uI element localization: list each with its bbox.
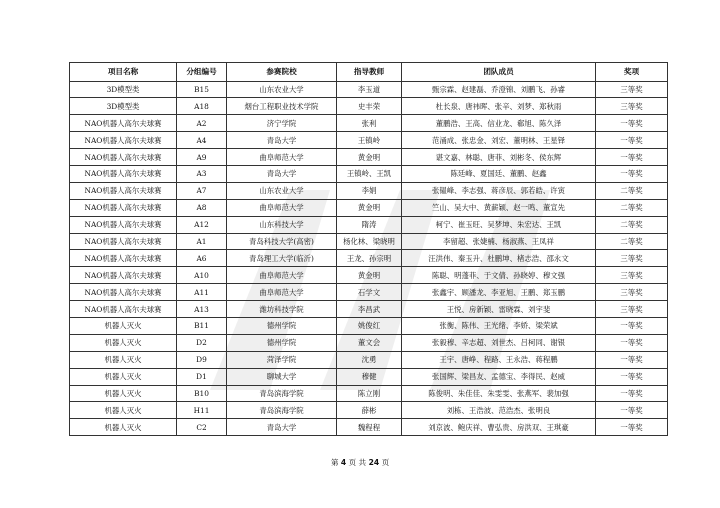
award-cell: 一等奖 bbox=[596, 419, 668, 436]
header-members: 团队成员 bbox=[402, 63, 596, 82]
members-cell: 陈聪、明蓬菲、于文倩、孙晓婷、穆文强 bbox=[402, 267, 596, 284]
award-cell: 一等奖 bbox=[596, 165, 668, 182]
members-cell: 杜长泉、唐祎晖、张辛、刘梦、郑秋雨 bbox=[402, 98, 596, 115]
award-cell: 一等奖 bbox=[596, 368, 668, 385]
table-row bbox=[70, 182, 668, 199]
award-cell: 一等奖 bbox=[596, 351, 668, 368]
school-cell: 潍坊科技学院 bbox=[227, 301, 337, 318]
group-id-cell: A6 bbox=[177, 250, 227, 267]
table-row bbox=[70, 402, 668, 419]
footer-middle: 页 共 bbox=[348, 458, 367, 467]
award-cell: 三等奖 bbox=[596, 81, 668, 98]
advisor-cell: 姚俊红 bbox=[337, 317, 402, 334]
award-cell: 三等奖 bbox=[596, 301, 668, 318]
table-row bbox=[70, 317, 668, 334]
school-cell: 青岛滨海学院 bbox=[227, 402, 337, 419]
table-row bbox=[70, 368, 668, 385]
school-cell: 烟台工程职业技术学院 bbox=[227, 98, 337, 115]
group-id-cell: A1 bbox=[177, 233, 227, 250]
school-cell: 曲阜师范大学 bbox=[227, 199, 337, 216]
project-name-cell: 3D模型类 bbox=[70, 81, 177, 98]
members-cell: 谌文嘉、林聪、唐菲、刘彬冬、侯东辉 bbox=[402, 149, 596, 166]
project-name-cell: 机器人灭火 bbox=[70, 385, 177, 402]
table-row bbox=[70, 419, 668, 436]
school-cell: 青岛滨海学院 bbox=[227, 385, 337, 402]
members-cell: 陈廷峰、夏国廷、董鹏、赵鑫 bbox=[402, 165, 596, 182]
advisor-cell: 隋涛 bbox=[337, 216, 402, 233]
group-id-cell: A12 bbox=[177, 216, 227, 233]
school-cell: 曲阜师范大学 bbox=[227, 149, 337, 166]
group-id-cell: D2 bbox=[177, 334, 227, 351]
table-row bbox=[70, 81, 668, 98]
members-cell: 刘栋、王浩波、范浩杰、张明良 bbox=[402, 402, 596, 419]
advisor-cell: 董文会 bbox=[337, 334, 402, 351]
advisor-cell: 王镇岭、王凯 bbox=[337, 165, 402, 182]
table-body bbox=[70, 81, 668, 436]
group-id-cell: A7 bbox=[177, 182, 227, 199]
project-name-cell: 机器人灭火 bbox=[70, 419, 177, 436]
project-name-cell: 机器人灭火 bbox=[70, 317, 177, 334]
table-row bbox=[70, 334, 668, 351]
project-name-cell: NAO机器人高尔夫球赛 bbox=[70, 284, 177, 301]
members-cell: 刘京波、鲍庆祥、曹弘贵、房洪双、王琪豪 bbox=[402, 419, 596, 436]
advisor-cell: 史丰荣 bbox=[337, 98, 402, 115]
table-row bbox=[70, 284, 668, 301]
school-cell: 聊城大学 bbox=[227, 368, 337, 385]
table-header-row bbox=[70, 63, 668, 82]
group-id-cell: B15 bbox=[177, 81, 227, 98]
award-cell: 一等奖 bbox=[596, 385, 668, 402]
advisor-cell: 王龙、孙宗明 bbox=[337, 250, 402, 267]
table-row bbox=[70, 233, 668, 250]
award-cell: 二等奖 bbox=[596, 216, 668, 233]
school-cell: 曲阜师范大学 bbox=[227, 284, 337, 301]
school-cell: 青岛理工大学(临沂) bbox=[227, 250, 337, 267]
advisor-cell: 李玉道 bbox=[337, 81, 402, 98]
table-row bbox=[70, 216, 668, 233]
project-name-cell: 机器人灭火 bbox=[70, 351, 177, 368]
project-name-cell: NAO机器人高尔夫球赛 bbox=[70, 182, 177, 199]
project-name-cell: NAO机器人高尔夫球赛 bbox=[70, 149, 177, 166]
page-footer bbox=[0, 457, 720, 468]
award-cell: 一等奖 bbox=[596, 132, 668, 149]
table-row bbox=[70, 250, 668, 267]
group-id-cell: A11 bbox=[177, 284, 227, 301]
header-project: 项目名称 bbox=[70, 63, 177, 82]
project-name-cell: NAO机器人高尔夫球赛 bbox=[70, 165, 177, 182]
school-cell: 青岛大学 bbox=[227, 419, 337, 436]
advisor-cell: 沈勇 bbox=[337, 351, 402, 368]
group-id-cell: C2 bbox=[177, 419, 227, 436]
project-name-cell: NAO机器人高尔夫球赛 bbox=[70, 132, 177, 149]
advisor-cell: 薛彬 bbox=[337, 402, 402, 419]
members-cell: 董鹏浩、王高、信业龙、郗旭、陈久泽 bbox=[402, 115, 596, 132]
table-row bbox=[70, 199, 668, 216]
group-id-cell: D9 bbox=[177, 351, 227, 368]
award-cell: 二等奖 bbox=[596, 199, 668, 216]
advisor-cell: 黄金明 bbox=[337, 267, 402, 284]
group-id-cell: A13 bbox=[177, 301, 227, 318]
header-group-id: 分组编号 bbox=[177, 63, 227, 82]
group-id-cell: A2 bbox=[177, 115, 227, 132]
members-cell: 张国辉、梁昌友、孟德宝、李得民、赵威 bbox=[402, 368, 596, 385]
school-cell: 青岛大学 bbox=[227, 132, 337, 149]
header-advisor: 指导教师 bbox=[337, 63, 402, 82]
project-name-cell: NAO机器人高尔夫球赛 bbox=[70, 115, 177, 132]
advisor-cell: 李昌武 bbox=[337, 301, 402, 318]
school-cell: 山东农业大学 bbox=[227, 182, 337, 199]
school-cell: 济宁学院 bbox=[227, 115, 337, 132]
members-cell: 王宇、唐峥、程路、王永浩、蒋程鹏 bbox=[402, 351, 596, 368]
members-cell: 李留超、张婕楠、杨淑燕、王凤祥 bbox=[402, 233, 596, 250]
award-cell: 一等奖 bbox=[596, 402, 668, 419]
school-cell: 山东科技大学 bbox=[227, 216, 337, 233]
members-cell: 甄宗霖、赵建磊、乔澄锦、刘鹏飞、孙睿 bbox=[402, 81, 596, 98]
award-cell: 三等奖 bbox=[596, 284, 668, 301]
group-id-cell: A3 bbox=[177, 165, 227, 182]
members-cell: 竺山、吴大中、黄薪颖、赵一鸣、董宣先 bbox=[402, 199, 596, 216]
members-cell: 张韫峰、李志强、蒋彦辰、郭若皓、许寅 bbox=[402, 182, 596, 199]
advisor-cell: 李娟 bbox=[337, 182, 402, 199]
advisor-cell: 王镇岭 bbox=[337, 132, 402, 149]
header-award: 奖项 bbox=[596, 63, 668, 82]
school-cell: 曲阜师范大学 bbox=[227, 267, 337, 284]
advisor-cell: 黄金明 bbox=[337, 199, 402, 216]
members-cell: 汪洪伟、秦玉升、杜鹏坤、楮志浩、邵永文 bbox=[402, 250, 596, 267]
table-row bbox=[70, 301, 668, 318]
footer-page-number: 4 bbox=[340, 458, 347, 467]
group-id-cell: A18 bbox=[177, 98, 227, 115]
award-cell: 二等奖 bbox=[596, 182, 668, 199]
award-cell: 一等奖 bbox=[596, 317, 668, 334]
award-cell: 一等奖 bbox=[596, 115, 668, 132]
group-id-cell: D1 bbox=[177, 368, 227, 385]
project-name-cell: 3D模型类 bbox=[70, 98, 177, 115]
table-row bbox=[70, 267, 668, 284]
project-name-cell: NAO机器人高尔夫球赛 bbox=[70, 250, 177, 267]
group-id-cell: B10 bbox=[177, 385, 227, 402]
members-cell: 张鑫宇、顾潘龙、李亚旭、王鹏、郑玉鹏 bbox=[402, 284, 596, 301]
award-cell: 三等奖 bbox=[596, 267, 668, 284]
table-row bbox=[70, 351, 668, 368]
group-id-cell: A4 bbox=[177, 132, 227, 149]
members-cell: 柯宁、崔玉旺、吴梦坤、朱宏达、王凯 bbox=[402, 216, 596, 233]
table-row bbox=[70, 115, 668, 132]
footer-total-pages: 24 bbox=[368, 458, 380, 467]
school-cell: 山东农业大学 bbox=[227, 81, 337, 98]
project-name-cell: NAO机器人高尔夫球赛 bbox=[70, 267, 177, 284]
award-cell: 一等奖 bbox=[596, 334, 668, 351]
school-cell: 青岛科技大学(高密) bbox=[227, 233, 337, 250]
table-row bbox=[70, 98, 668, 115]
advisor-cell: 陈立刚 bbox=[337, 385, 402, 402]
award-cell: 三等奖 bbox=[596, 250, 668, 267]
header-school: 参赛院校 bbox=[227, 63, 337, 82]
advisor-cell: 张利 bbox=[337, 115, 402, 132]
school-cell: 青岛大学 bbox=[227, 165, 337, 182]
footer-suffix: 页 bbox=[381, 458, 390, 467]
group-id-cell: A8 bbox=[177, 199, 227, 216]
school-cell: 菏泽学院 bbox=[227, 351, 337, 368]
members-cell: 陈俊明、朱佳佳、朱雯雯、张燕军、裴加强 bbox=[402, 385, 596, 402]
members-cell: 张毅穆、辛志超、刘世杰、吕柯同、谢银 bbox=[402, 334, 596, 351]
project-name-cell: 机器人灭火 bbox=[70, 368, 177, 385]
project-name-cell: 机器人灭火 bbox=[70, 334, 177, 351]
group-id-cell: B11 bbox=[177, 317, 227, 334]
members-cell: 王悦、房新颖、雷晓霖、刘宇斐 bbox=[402, 301, 596, 318]
project-name-cell: NAO机器人高尔夫球赛 bbox=[70, 233, 177, 250]
project-name-cell: NAO机器人高尔夫球赛 bbox=[70, 216, 177, 233]
award-table bbox=[69, 62, 668, 436]
group-id-cell: A9 bbox=[177, 149, 227, 166]
award-cell: 一等奖 bbox=[596, 149, 668, 166]
project-name-cell: NAO机器人高尔夫球赛 bbox=[70, 199, 177, 216]
table-row bbox=[70, 385, 668, 402]
advisor-cell: 杨化林、梁晓明 bbox=[337, 233, 402, 250]
advisor-cell: 魏程程 bbox=[337, 419, 402, 436]
group-id-cell: H11 bbox=[177, 402, 227, 419]
table-row bbox=[70, 165, 668, 182]
award-cell: 三等奖 bbox=[596, 98, 668, 115]
advisor-cell: 黄金明 bbox=[337, 149, 402, 166]
advisor-cell: 石学文 bbox=[337, 284, 402, 301]
project-name-cell: 机器人灭火 bbox=[70, 402, 177, 419]
members-cell: 范涌成、张忠金、刘宏、董明林、王星铎 bbox=[402, 132, 596, 149]
school-cell: 德州学院 bbox=[227, 334, 337, 351]
table-row bbox=[70, 132, 668, 149]
group-id-cell: A10 bbox=[177, 267, 227, 284]
project-name-cell: NAO机器人高尔夫球赛 bbox=[70, 301, 177, 318]
members-cell: 张衡、陈伟、王光绪、李娇、梁荣斌 bbox=[402, 317, 596, 334]
school-cell: 德州学院 bbox=[227, 317, 337, 334]
award-cell: 二等奖 bbox=[596, 233, 668, 250]
footer-prefix: 第 bbox=[330, 458, 339, 467]
advisor-cell: 穆健 bbox=[337, 368, 402, 385]
table-row bbox=[70, 149, 668, 166]
